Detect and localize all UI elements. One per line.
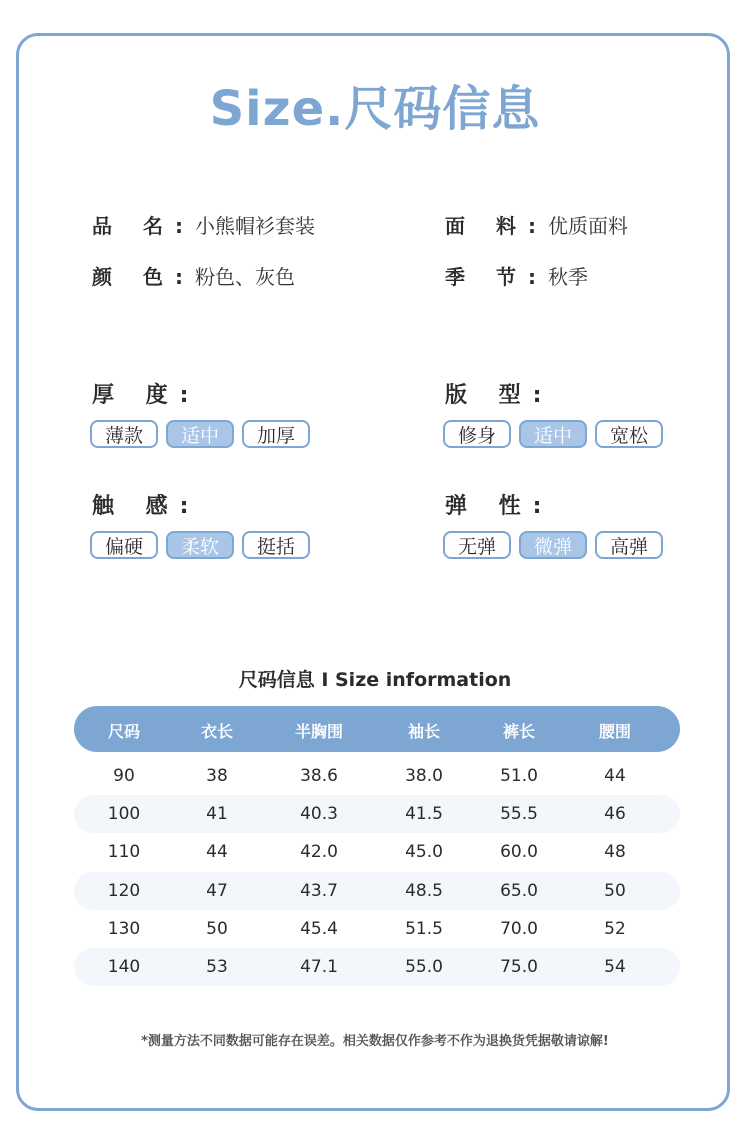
touch-option-crisp: 挺括 (242, 531, 310, 559)
cell-size: 130 (107, 919, 141, 939)
header-pants-length: 裤长 (502, 722, 535, 741)
elasticity-label: 弹 性: (445, 494, 554, 519)
cell-half-chest: 45.4 (300, 919, 338, 939)
cell-pants-length: 55.5 (500, 804, 538, 824)
fit-option-regular: 适中 (519, 420, 587, 448)
fabric-label: 面 料: (445, 214, 548, 238)
cell-size: 100 (107, 804, 141, 824)
touch-option-soft: 柔软 (166, 531, 234, 559)
cell-half-chest: 40.3 (300, 804, 338, 824)
fit-options (443, 420, 663, 448)
cell-size: 110 (107, 842, 141, 862)
season-value: 秋季 (547, 265, 588, 289)
elasticity-option-none: 无弹 (443, 531, 511, 559)
table-row (74, 948, 680, 986)
elasticity-option-slight: 微弹 (519, 531, 587, 559)
cell-sleeve: 51.5 (405, 919, 443, 939)
cell-sleeve: 41.5 (405, 804, 443, 824)
cell-size: 140 (107, 957, 141, 977)
cell-length: 53 (206, 957, 228, 977)
cell-waist: 52 (604, 919, 626, 939)
cell-pants-length: 70.0 (500, 919, 538, 939)
cell-length: 50 (206, 919, 228, 939)
touch-label: 触 感: (92, 494, 201, 519)
measurement-note: *测量方法不同数据可能存在误差。相关数据仅作参考不作为退换货凭据敬请谅解! (141, 1034, 609, 1049)
page-title: Size.尺码信息 (209, 81, 541, 137)
table-row (74, 757, 680, 795)
cell-waist: 44 (604, 766, 626, 786)
cell-half-chest: 43.7 (300, 881, 338, 901)
cell-half-chest: 47.1 (300, 957, 338, 977)
cell-pants-length: 60.0 (500, 842, 538, 862)
cell-half-chest: 42.0 (300, 842, 338, 862)
product-name-value: 小熊帽衫套装 (194, 214, 315, 238)
cell-length: 44 (206, 842, 228, 862)
thickness-option-thin: 薄款 (90, 420, 158, 448)
size-table-title: 尺码信息 I Size information (238, 669, 512, 691)
cell-length: 47 (206, 881, 228, 901)
elasticity-options (443, 531, 663, 559)
fit-label: 版 型: (445, 383, 554, 408)
cell-sleeve: 38.0 (405, 766, 443, 786)
cell-length: 38 (206, 766, 228, 786)
touch-options (90, 531, 310, 559)
color-value: 粉色、灰色 (194, 265, 295, 289)
touch-option-stiff: 偏硬 (90, 531, 158, 559)
fit-option-loose: 宽松 (595, 420, 663, 448)
cell-pants-length: 51.0 (500, 766, 538, 786)
header-sleeve: 袖长 (407, 722, 440, 741)
cell-sleeve: 45.0 (405, 842, 443, 862)
product-name-label: 品 名: (92, 214, 195, 238)
cell-sleeve: 55.0 (405, 957, 443, 977)
cell-length: 41 (206, 804, 228, 824)
elasticity-option-high: 高弹 (595, 531, 663, 559)
table-row (74, 910, 680, 948)
season-label: 季 节: (445, 265, 548, 289)
fabric-row (445, 210, 628, 239)
size-table-header (74, 706, 680, 752)
color-row (92, 261, 295, 290)
header-size: 尺码 (107, 722, 140, 741)
header-half-chest: 半胸围 (294, 722, 343, 741)
cell-size: 90 (113, 766, 135, 786)
cell-waist: 46 (604, 804, 626, 824)
cell-pants-length: 65.0 (500, 881, 538, 901)
table-row (74, 833, 680, 871)
cell-waist: 50 (604, 881, 626, 901)
table-row (74, 795, 680, 833)
product-name-row (92, 210, 315, 239)
cell-pants-length: 75.0 (500, 957, 538, 977)
header-waist: 腰围 (598, 722, 631, 741)
season-row (445, 261, 588, 290)
cell-waist: 54 (604, 957, 626, 977)
thickness-options (90, 420, 310, 448)
cell-size: 120 (107, 881, 141, 901)
cell-half-chest: 38.6 (300, 766, 338, 786)
thickness-label: 厚 度: (92, 383, 201, 408)
fit-option-slim: 修身 (443, 420, 511, 448)
color-label: 颜 色: (92, 265, 195, 289)
thickness-option-thick: 加厚 (242, 420, 310, 448)
cell-waist: 48 (604, 842, 626, 862)
header-length: 衣长 (200, 722, 233, 741)
cell-sleeve: 48.5 (405, 881, 443, 901)
thickness-option-medium: 适中 (166, 420, 234, 448)
table-row (74, 872, 680, 910)
fabric-value: 优质面料 (547, 214, 628, 238)
